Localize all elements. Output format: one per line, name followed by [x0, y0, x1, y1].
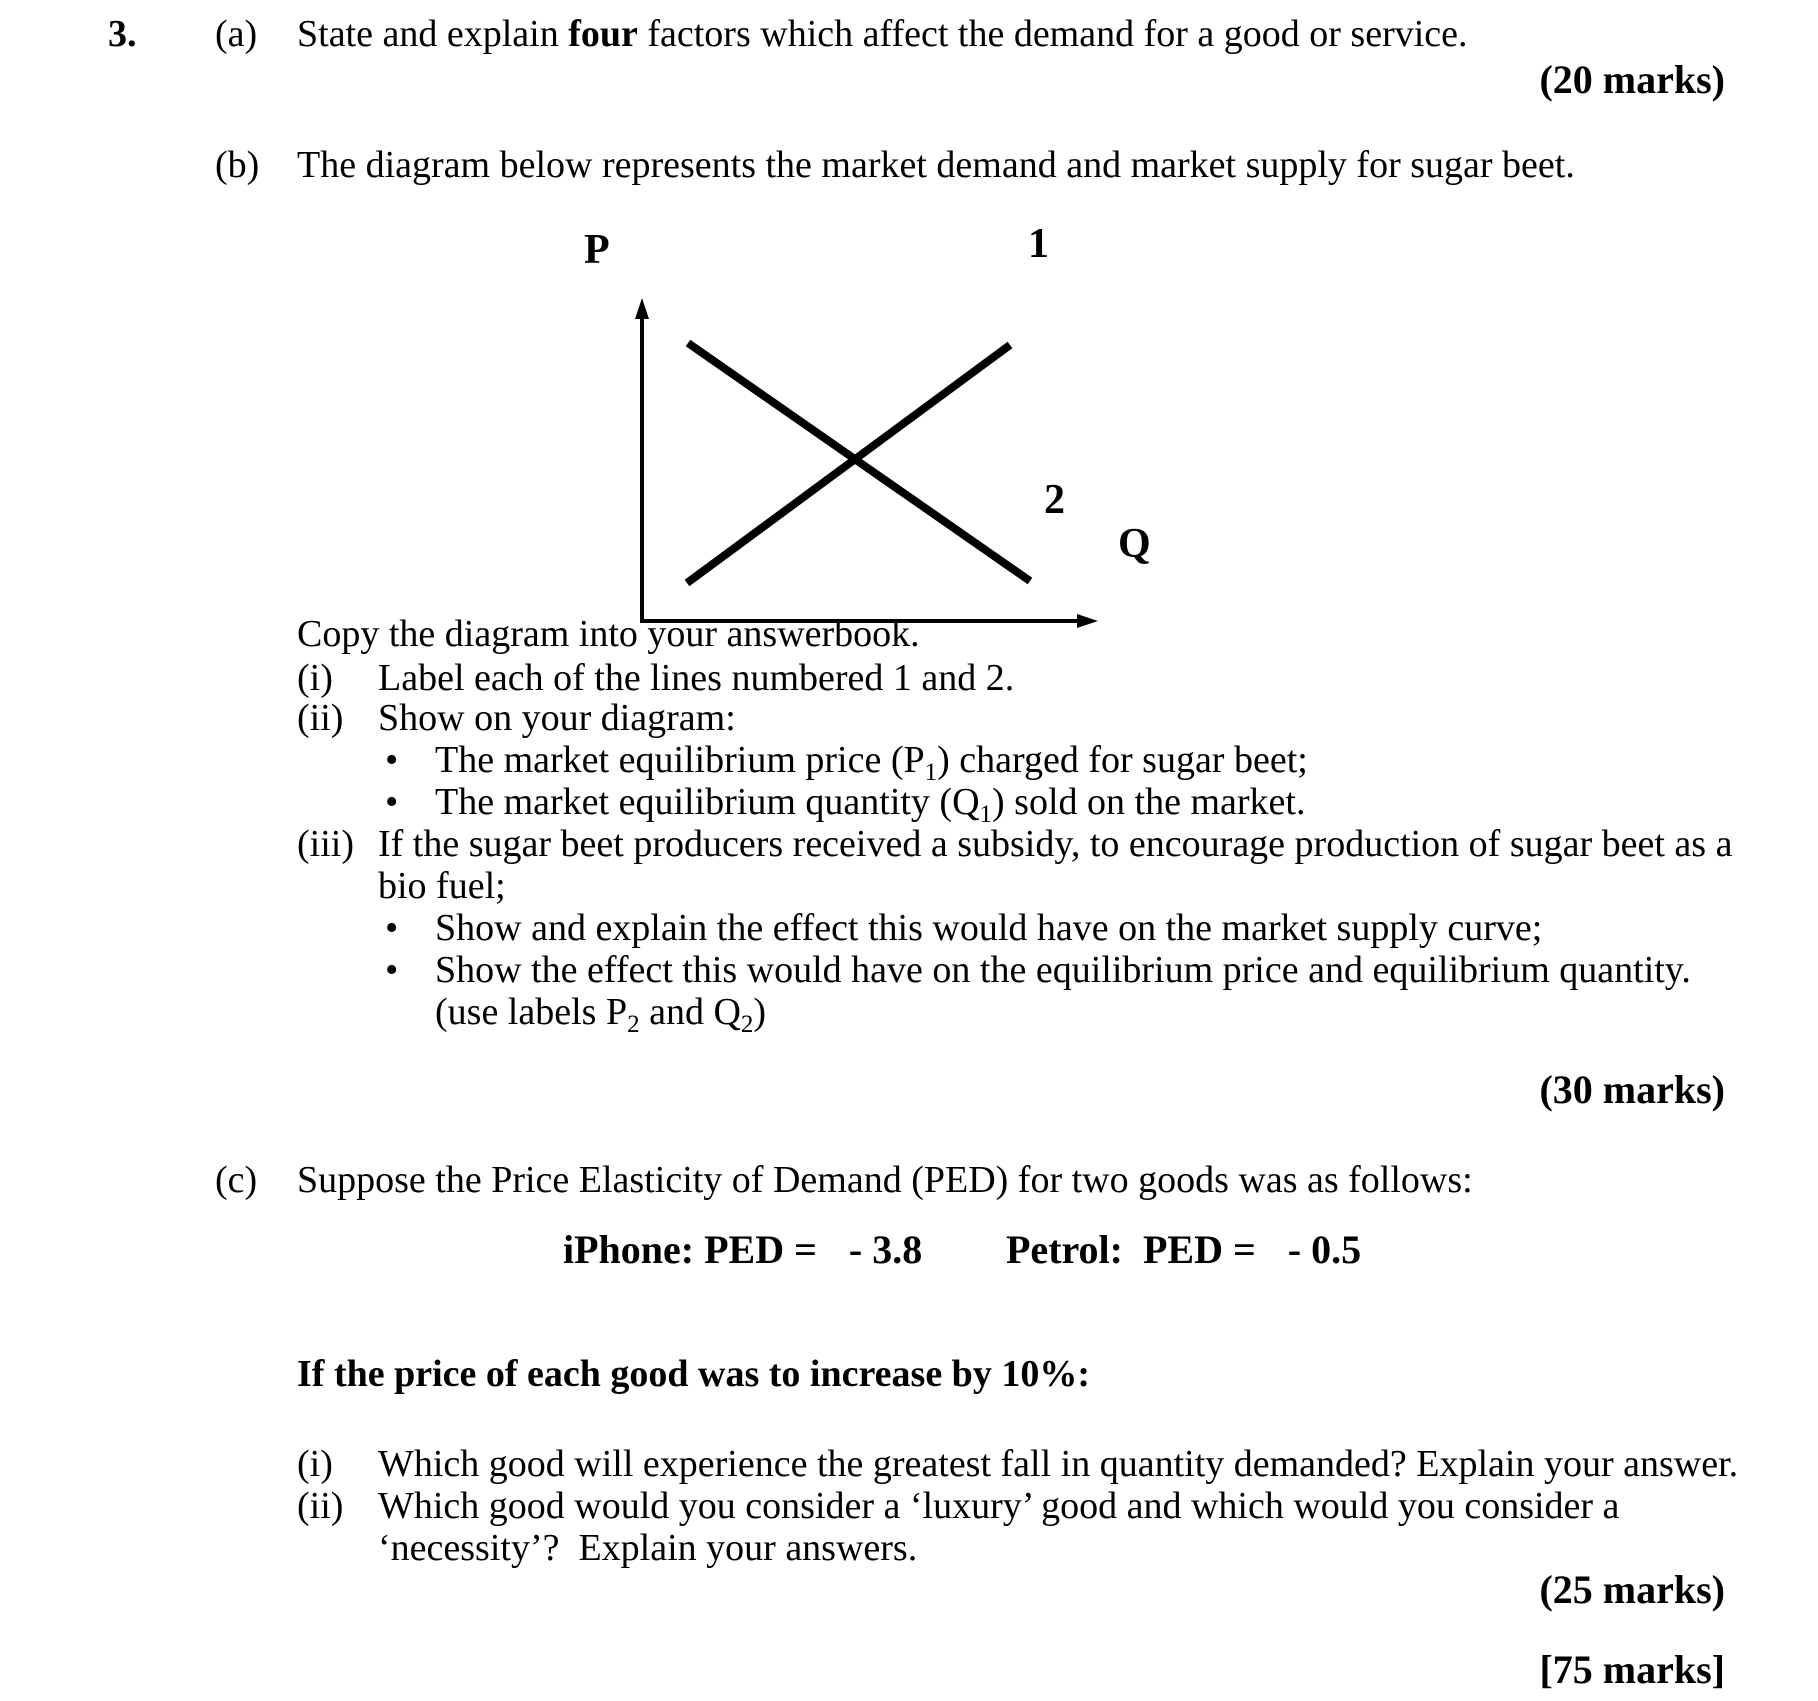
- use-labels-post: ): [753, 991, 767, 1033]
- part-b-label: (b): [215, 144, 260, 186]
- copy-instruction: Copy the diagram into your answerbook.: [297, 613, 920, 655]
- part-b-bullet-1: [0, 738, 1818, 784]
- part-b-item-iii: [0, 822, 1818, 868]
- part-a-text-pre: State and explain: [297, 13, 569, 55]
- part-b-item-iii-cont: [0, 864, 1818, 910]
- bullet-icon: •: [385, 949, 399, 991]
- bullet-icon: •: [385, 907, 399, 949]
- part-b-intro: The diagram below represents the market demand and market supply for sugar beet.: [297, 144, 1575, 186]
- c-item-ii-line2: ‘necessity’? Explain your answers.: [378, 1527, 918, 1569]
- ped-iphone-value: - 3.8: [848, 1227, 923, 1272]
- part-b-bullet-3: [0, 906, 1818, 952]
- part-b-bullet-4-cont: [0, 990, 1818, 1036]
- ped-petrol-value: - 0.5: [1287, 1227, 1362, 1272]
- bullet-2-post: ) sold on the market.: [992, 781, 1306, 823]
- c-item-i-label: (i): [297, 1443, 333, 1485]
- part-a-text-post: factors which affect the demand for a good or service.: [637, 13, 1468, 55]
- use-labels-mid: and Q: [639, 991, 741, 1033]
- item-ii-text: Show on your diagram:: [378, 697, 736, 739]
- bullet-icon: •: [385, 739, 399, 781]
- bullet-2-pre: The market equilibrium quantity (Q: [435, 781, 980, 823]
- c-item-i-text: Which good will experience the greatest fall in quantity demanded? Explain your answer.: [378, 1443, 1739, 1485]
- part-c-intro: Suppose the Price Elasticity of Demand (PED) for two goods was as follows:: [297, 1159, 1473, 1201]
- part-a-label: (a): [215, 13, 258, 55]
- item-ii-label: (ii): [297, 697, 344, 739]
- part-c-label: (c): [215, 1159, 258, 1201]
- condition-text: If the price of each good was to increase by 10%:: [297, 1353, 1090, 1395]
- bullet-1-sub: 1: [924, 759, 938, 786]
- total-marks: [75 marks]: [1539, 1647, 1725, 1692]
- part-b-bullet-4: [0, 948, 1818, 994]
- bullet-1-pre: The market equilibrium price (P: [435, 739, 925, 781]
- condition-row: [0, 1352, 1818, 1398]
- ped-petrol-label: Petrol: PED =: [1006, 1227, 1256, 1272]
- item-i-text: Label each of the lines numbered 1 and 2.: [378, 657, 1015, 699]
- line-1-label: 1: [1028, 221, 1049, 267]
- c-item-ii-line1: Which good would you consider a ‘luxury’ good and which would you consider a: [378, 1485, 1620, 1527]
- part-a-marks: (20 marks): [1539, 57, 1725, 102]
- ped-iphone: [563, 1226, 922, 1273]
- part-c-marks: (25 marks): [1539, 1567, 1725, 1612]
- bullet-2-sub: 1: [979, 801, 993, 828]
- bullet-4-cont-text: [435, 990, 767, 1038]
- y-axis-label: P: [584, 227, 610, 273]
- item-iii-line2: bio fuel;: [378, 865, 506, 907]
- item-i-label: (i): [297, 657, 333, 699]
- ped-petrol: [1006, 1226, 1361, 1273]
- bullet-icon: •: [385, 781, 399, 823]
- bullet-4-text: Show the effect this would have on the equilibrium price and equilibrium quantity.: [435, 949, 1691, 991]
- copy-instruction-row: [0, 612, 1818, 658]
- part-c-item-ii: [0, 1484, 1818, 1530]
- part-b-row: [0, 143, 1818, 189]
- use-labels-pre: (use labels P: [435, 991, 628, 1033]
- part-b-item-ii: [0, 696, 1818, 742]
- part-b-bullet-2: [0, 780, 1818, 826]
- use-labels-sub2: 2: [740, 1011, 754, 1038]
- part-b-marks: (30 marks): [1539, 1067, 1725, 1112]
- item-iii-line1: If the sugar beet producers received a subsidy, to encourage production of sugar beet as a: [378, 823, 1733, 865]
- bullet-2-text: [435, 780, 1306, 828]
- ped-values-row: [0, 1226, 1818, 1272]
- use-labels-sub1: 2: [627, 1011, 640, 1038]
- part-a-text: [297, 12, 1468, 56]
- part-a-row: [0, 12, 1818, 58]
- part-a-text-bold: four: [568, 13, 638, 55]
- bullet-3-text: Show and explain the effect this would have on the market supply curve;: [435, 907, 1543, 949]
- x-axis-label: Q: [1118, 521, 1151, 567]
- bullet-1-text: [435, 738, 1308, 786]
- line-2-label: 2: [1044, 477, 1065, 523]
- question-number: 3.: [108, 13, 137, 55]
- part-c-item-i: [0, 1442, 1818, 1488]
- part-c-row: [0, 1158, 1818, 1204]
- c-item-ii-label: (ii): [297, 1485, 344, 1527]
- ped-iphone-label: iPhone: PED =: [563, 1227, 817, 1272]
- bullet-1-post: ) charged for sugar beet;: [937, 739, 1308, 781]
- item-iii-label: (iii): [297, 823, 354, 865]
